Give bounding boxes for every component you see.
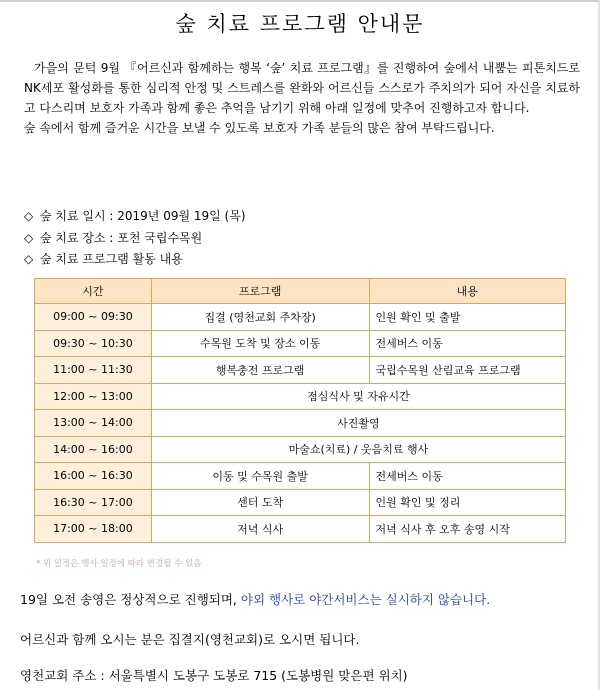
row-content: 전세버스 이동: [369, 330, 565, 357]
row-time: 16:00 ~ 16:30: [35, 463, 152, 490]
row-program: 센터 도착: [151, 489, 369, 516]
row-time: 11:00 ~ 11:30: [35, 357, 152, 384]
row-merged: 점심식사 및 자유시간: [151, 383, 565, 410]
info-place: [24, 228, 564, 250]
header-program: 프로그램: [151, 279, 369, 304]
row-time: 13:00 ~ 14:00: [35, 410, 152, 437]
table-row: [35, 383, 566, 410]
notice-service: [20, 590, 490, 608]
diamond-icon: ◇: [24, 230, 34, 245]
info-place-text: 숲 치료 장소 : 포천 국립수목원: [40, 230, 203, 245]
page-top-border: [0, 0, 600, 2]
info-date-text: 숲 치료 일시 : 2019년 09월 19일 (목): [40, 209, 246, 223]
row-content: 전세버스 이동: [369, 463, 565, 490]
notice-service-plain: 19일 오전 송영은 정상적으로 진행되며,: [20, 592, 241, 607]
intro-paragraph-2: 숲 속에서 함께 즐거운 시간을 보낼 수 있도록 보호자 가족 분들의 많은 참여 부탁드립니다.: [24, 121, 495, 135]
diamond-icon: ◇: [24, 209, 34, 223]
row-content: 저녁 식사 후 오후 송영 시작: [369, 516, 565, 543]
row-content: 인원 확인 및 출발: [369, 304, 565, 331]
header-content: 내용: [369, 279, 565, 304]
table-row: [35, 410, 566, 437]
table-row: [35, 436, 566, 463]
diamond-icon: ◇: [24, 252, 34, 266]
church-address: 영천교회 주소 : 서울특별시 도봉구 도봉로 715 (도봉병원 맞은편 위치): [20, 668, 408, 683]
info-list: [24, 206, 564, 271]
row-merged: 마술쇼(치료) / 웃음치료 행사: [151, 436, 565, 463]
info-program: [24, 249, 564, 271]
table-row: [35, 304, 566, 331]
row-content: 인원 확인 및 정리: [369, 489, 565, 516]
row-time: 12:00 ~ 13:00: [35, 383, 152, 410]
row-time: 16:30 ~ 17:00: [35, 489, 152, 516]
table-row: [35, 330, 566, 357]
header-time: 시간: [35, 279, 152, 304]
notice-meeting-point: 어르신과 함께 오시는 분은 집결지(영천교회)로 오시면 됩니다.: [20, 632, 360, 647]
notice-service-highlight: 야외 행사로 야간서비스는 실시하지 않습니다.: [240, 592, 491, 607]
row-merged: 사진촬영: [151, 410, 565, 437]
schedule-table: [34, 278, 566, 543]
page-title: 숲 치료 프로그램 안내문: [175, 12, 425, 36]
row-program: 행복충전 프로그램: [151, 357, 369, 384]
row-time: 17:00 ~ 18:00: [35, 516, 152, 543]
intro-paragraph-1: 가을의 문턱 9월 『어르신과 함께하는 행복 ‘숲’ 치료 프로그램』를 진행하여 숲에서 내뿜는 피톤치드로 NK세포 활성화를 통한 심리적 안정 및 스트레스를 완화와 어르신들 스스로가 주치의가 되어 자신을 치료하고 다스리며 보호자 가족과 함께 좋은 추억을 남기기 위해 아래 일정에 맞추어 진행하고자 합니다.: [24, 61, 580, 115]
info-program-text: 숲 치료 프로그램 활동 내용: [40, 252, 183, 266]
table-row: [35, 489, 566, 516]
row-time: 14:00 ~ 16:00: [35, 436, 152, 463]
table-row: [35, 516, 566, 543]
table-header-row: [35, 279, 566, 304]
row-time: 09:00 ~ 09:30: [35, 304, 152, 331]
info-date: [24, 206, 564, 228]
row-program: 저녁 식사: [151, 516, 369, 543]
schedule-note: * 위 일정은 행사 일정에 따라 변경될 수 있음: [36, 559, 202, 569]
row-content: 국립수목원 산림교육 프로그램: [369, 357, 565, 384]
row-program: 집결 (영천교회 주차장): [151, 304, 369, 331]
row-program: 수목원 도착 및 장소 이동: [151, 330, 369, 357]
row-time: 09:30 ~ 10:30: [35, 330, 152, 357]
intro-text: [24, 58, 580, 138]
table-row: [35, 463, 566, 490]
row-program: 이동 및 수목원 출발: [151, 463, 369, 490]
table-row: [35, 357, 566, 384]
